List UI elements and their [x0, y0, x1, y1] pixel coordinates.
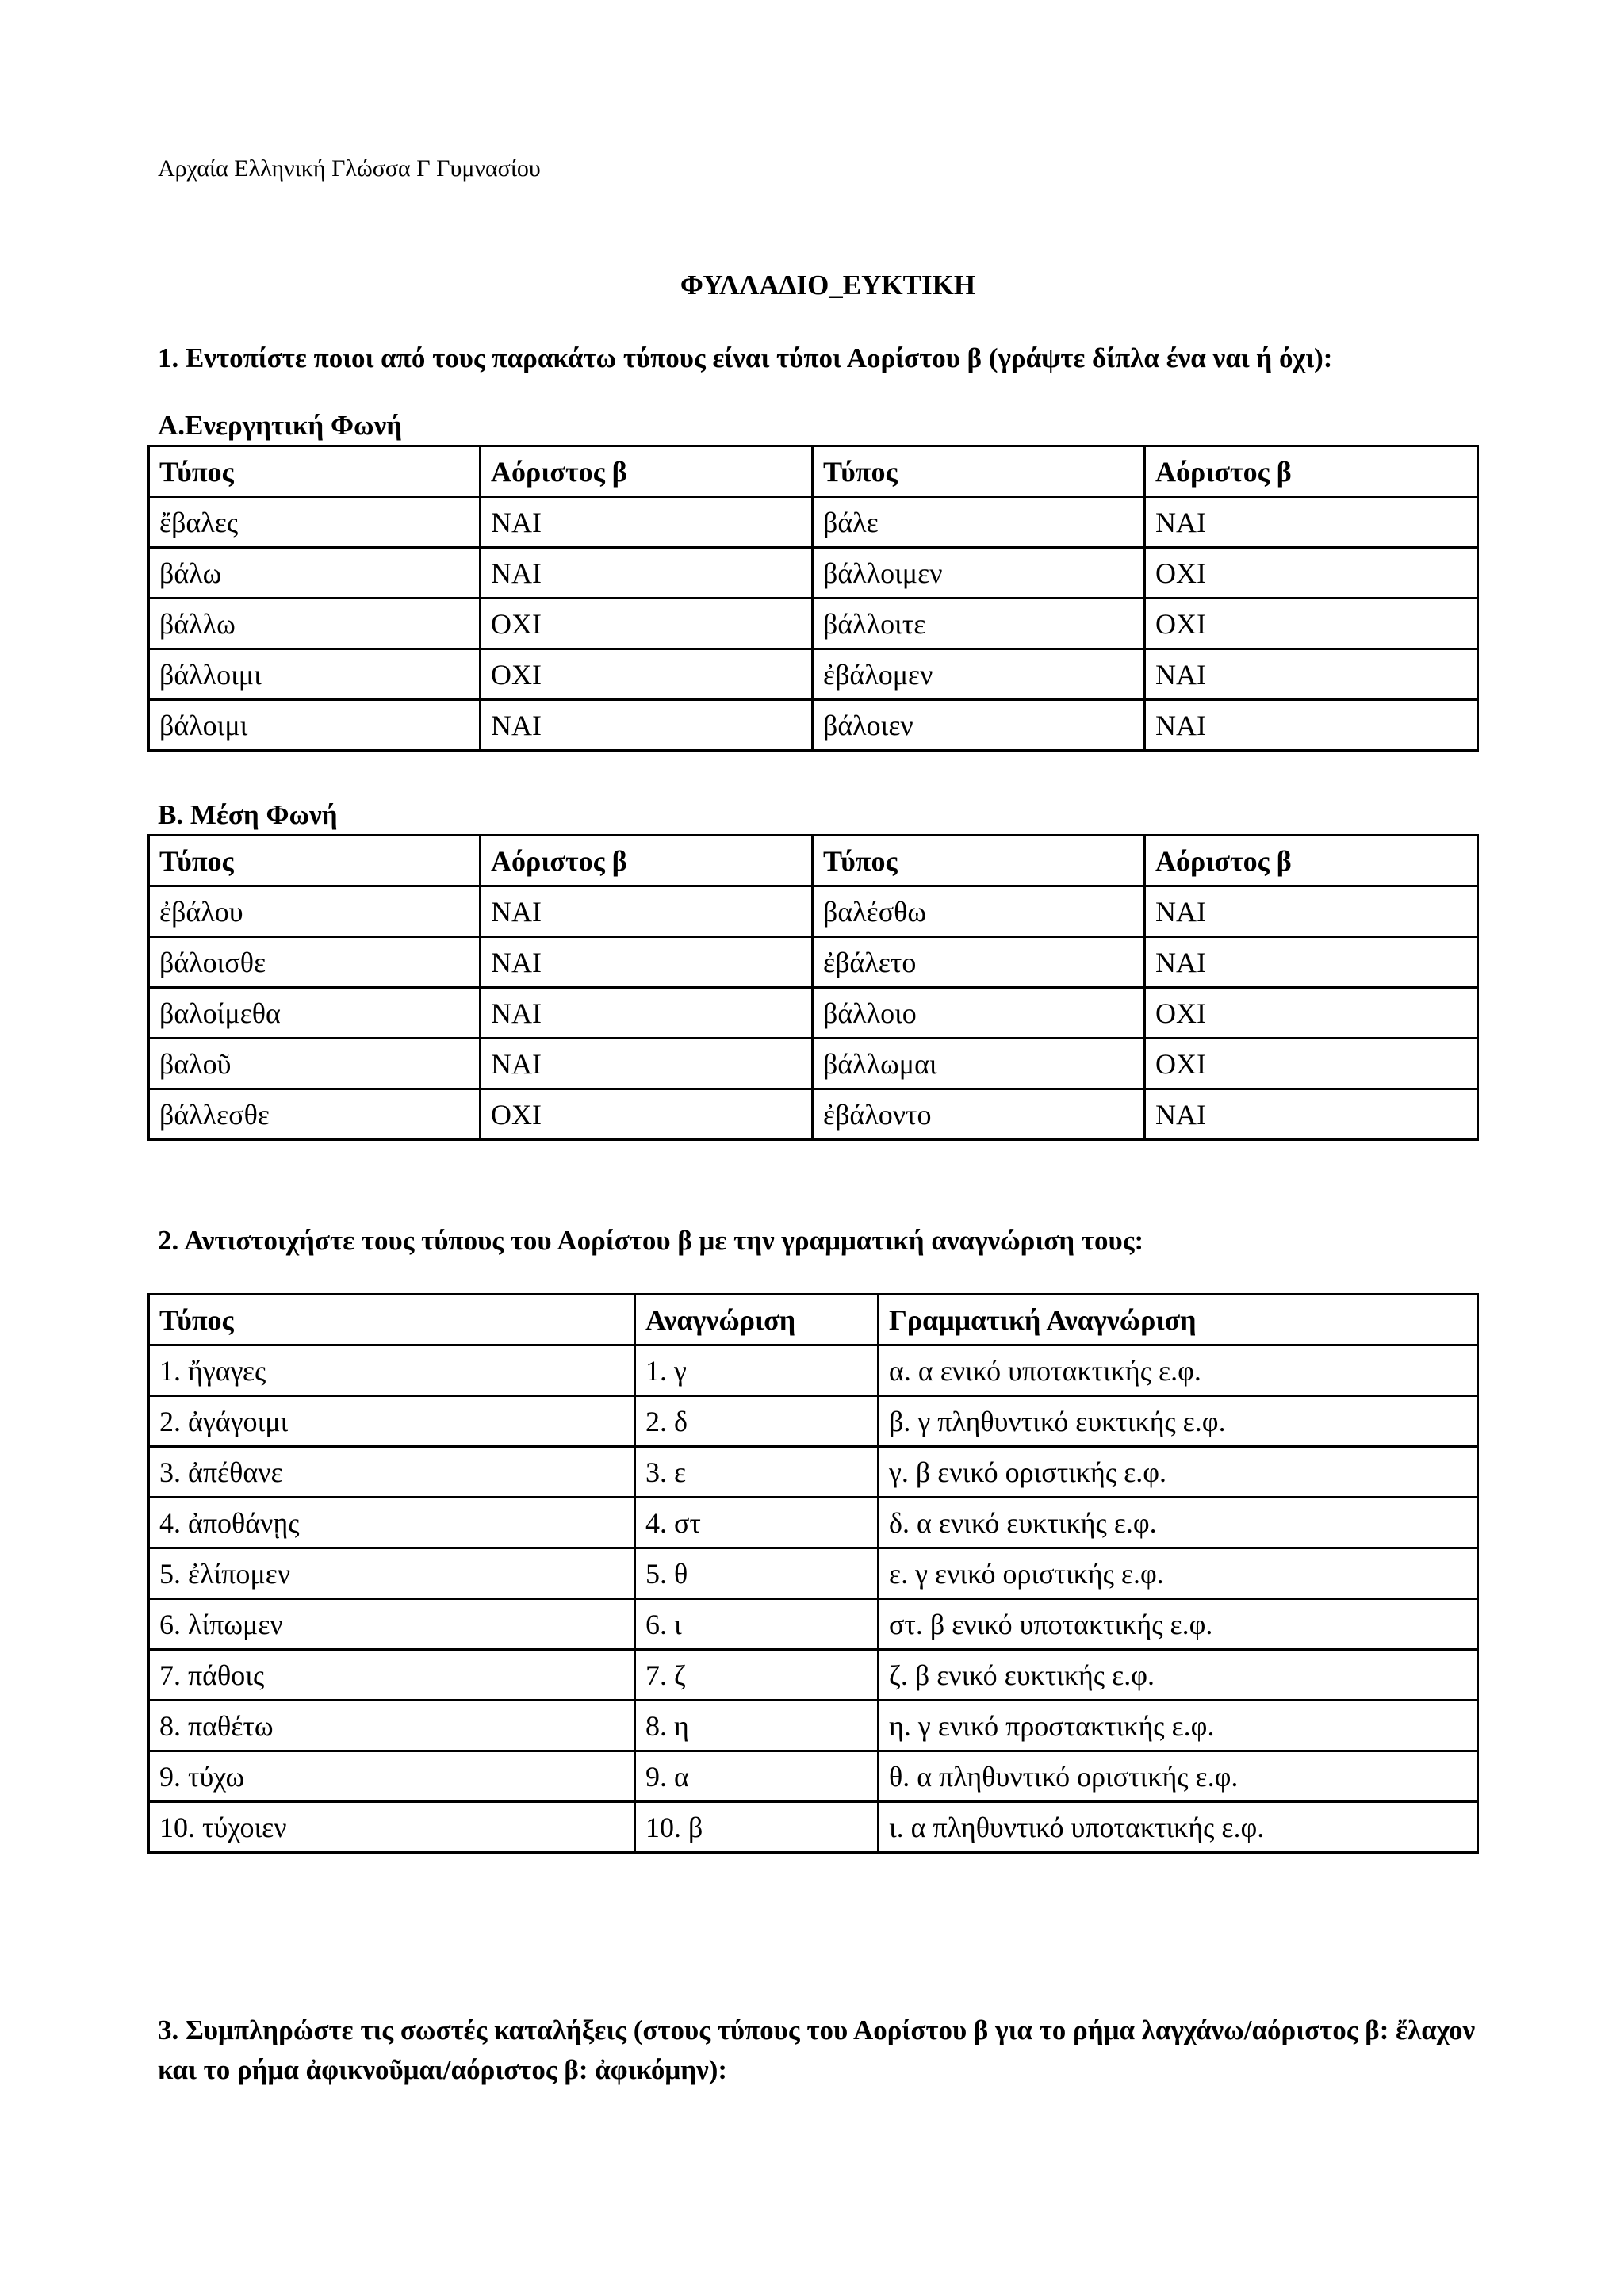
table-cell: ΝΑΙ: [481, 937, 813, 988]
table-cell: βάλλωμαι: [813, 1039, 1145, 1089]
question-2-text: 2. Αντιστοιχήστε τους τύπους του Αορίστου β με την γραμματική αναγνώριση τους:: [158, 1225, 1144, 1256]
table-cell: 8. παθέτω: [149, 1701, 635, 1751]
table-row: [149, 1039, 1478, 1089]
table-cell: ΟΧΙ: [1145, 988, 1478, 1039]
table-cell: 7. ζ: [635, 1650, 879, 1701]
table-cell: α. α ενικό υποτακτικής ε.φ.: [879, 1345, 1478, 1396]
table-cell: 3. ε: [635, 1447, 879, 1498]
table-cell: βάλοιεν: [813, 700, 1145, 751]
document-header: Αρχαία Ελληνική Γλώσσα Γ Γυμνασίου: [158, 155, 541, 182]
table-cell: 5. ἐλίπομεν: [149, 1548, 635, 1599]
table-cell: βάλοισθε: [149, 937, 481, 988]
table-cell: βαλοίμεθα: [149, 988, 481, 1039]
table-cell: βαλοῦ: [149, 1039, 481, 1089]
column-header: Τύπος: [149, 446, 481, 497]
table-cell: γ. β ενικό οριστικής ε.φ.: [879, 1447, 1478, 1498]
table-cell: δ. α ενικό ευκτικής ε.φ.: [879, 1498, 1478, 1548]
table-cell: βάλλω: [149, 599, 481, 649]
table-cell: ΝΑΙ: [481, 497, 813, 548]
table-row: [149, 1345, 1478, 1396]
table-cell: ΟΧΙ: [1145, 599, 1478, 649]
table-cell: στ. β ενικό υποτακτικής ε.φ.: [879, 1599, 1478, 1650]
column-header: Αόριστος β: [481, 446, 813, 497]
question-3-text: 3. Συμπληρώστε τις σωστές καταλήξεις (στους τύπους του Αορίστου β για το ρήμα λαγχάνω/αόριστος β: ἔλαχον και το ρήμα ἀφικνοῦμαι/αόριστος β: ἀφικόμην):: [158, 2015, 1476, 2085]
table-cell: βάλλοιο: [813, 988, 1145, 1039]
table-row: [149, 1701, 1478, 1751]
table-cell: 6. λίπωμεν: [149, 1599, 635, 1650]
table-cell: ἔβαλες: [149, 497, 481, 548]
column-header: Τύπος: [149, 836, 481, 886]
table-cell: ἐβάλετο: [813, 937, 1145, 988]
table-cell: ἐβάλοντο: [813, 1089, 1145, 1140]
table-row: [149, 497, 1478, 548]
table-row: [149, 700, 1478, 751]
table-cell: 10. τύχοιεν: [149, 1802, 635, 1853]
table-cell: ΟΧΙ: [1145, 548, 1478, 599]
table-cell: 2. δ: [635, 1396, 879, 1447]
table-cell: ζ. β ενικό ευκτικής ε.φ.: [879, 1650, 1478, 1701]
column-header: Αναγνώριση: [635, 1295, 879, 1345]
table-row: [149, 1802, 1478, 1853]
table-cell: ΝΑΙ: [1145, 700, 1478, 751]
table-row: [149, 1447, 1478, 1498]
table-cell: βάλοιμι: [149, 700, 481, 751]
column-header: Αόριστος β: [1145, 836, 1478, 886]
table-cell: βάλλοιτε: [813, 599, 1145, 649]
table-header-row: [149, 1295, 1478, 1345]
table-cell: ΝΑΙ: [481, 1039, 813, 1089]
table-cell: 8. η: [635, 1701, 879, 1751]
table-cell: ἐβάλομεν: [813, 649, 1145, 700]
table-header-row: [149, 836, 1478, 886]
column-header: Αόριστος β: [1145, 446, 1478, 497]
table-cell: βάλλοιμεν: [813, 548, 1145, 599]
table-cell: ι. α πληθυντικό υποτακτικής ε.φ.: [879, 1802, 1478, 1853]
column-header: Τύπος: [813, 446, 1145, 497]
table-cell: ΝΑΙ: [481, 548, 813, 599]
table-row: [149, 649, 1478, 700]
table-row: [149, 1498, 1478, 1548]
table-cell: 3. ἀπέθανε: [149, 1447, 635, 1498]
document-title: ΦΥΛΛΑΔΙΟ_ΕΥΚΤΙΚΗ: [680, 270, 976, 300]
table-cell: ἐβάλου: [149, 886, 481, 937]
table-cell: βάλλεσθε: [149, 1089, 481, 1140]
table-row: [149, 1650, 1478, 1701]
table-cell: ΝΑΙ: [1145, 649, 1478, 700]
table-cell: βάλλοιμι: [149, 649, 481, 700]
table-cell: ΝΑΙ: [481, 988, 813, 1039]
table-row: [149, 937, 1478, 988]
table-cell: ΟΧΙ: [481, 599, 813, 649]
section-b-heading: Β. Μέση Φωνή: [158, 799, 338, 830]
table-cell: β. γ πληθυντικό ευκτικής ε.φ.: [879, 1396, 1478, 1447]
table-row: [149, 1089, 1478, 1140]
table-cell: βάλω: [149, 548, 481, 599]
middle-voice-table: [147, 834, 1479, 1141]
table-cell: ΝΑΙ: [1145, 937, 1478, 988]
table-header-row: [149, 446, 1478, 497]
table-cell: 9. τύχω: [149, 1751, 635, 1802]
table-cell: βαλέσθω: [813, 886, 1145, 937]
table-row: [149, 886, 1478, 937]
section-a-heading: Α.Ενεργητική Φωνή: [158, 410, 403, 441]
table-row: [149, 599, 1478, 649]
table-cell: 7. πάθοις: [149, 1650, 635, 1701]
table-cell: βάλε: [813, 497, 1145, 548]
table-cell: ΝΑΙ: [1145, 886, 1478, 937]
table-row: [149, 548, 1478, 599]
table-cell: θ. α πληθυντικό οριστικής ε.φ.: [879, 1751, 1478, 1802]
table-cell: 4. ἀποθάνῃς: [149, 1498, 635, 1548]
table-cell: η. γ ενικό προστακτικής ε.φ.: [879, 1701, 1478, 1751]
table-cell: ΟΧΙ: [481, 1089, 813, 1140]
question-1-text: 1. Εντοπίστε ποιοι από τους παρακάτω τύπους είναι τύποι Αορίστου β (γράψτε δίπλα ένα ναι ή όχι):: [158, 342, 1333, 373]
table-cell: ΟΧΙ: [1145, 1039, 1478, 1089]
table-cell: 10. β: [635, 1802, 879, 1853]
column-header: Τύπος: [149, 1295, 635, 1345]
table-cell: 1. γ: [635, 1345, 879, 1396]
column-header: Τύπος: [813, 836, 1145, 886]
table-cell: 6. ι: [635, 1599, 879, 1650]
table-cell: 4. στ: [635, 1498, 879, 1548]
table-row: [149, 1396, 1478, 1447]
table-cell: 9. α: [635, 1751, 879, 1802]
table-cell: ΝΑΙ: [1145, 1089, 1478, 1140]
column-header: Αόριστος β: [481, 836, 813, 886]
table-row: [149, 1548, 1478, 1599]
table-cell: ΟΧΙ: [481, 649, 813, 700]
table-cell: ΝΑΙ: [481, 700, 813, 751]
table-row: [149, 1599, 1478, 1650]
table-cell: 2. ἀγάγοιμι: [149, 1396, 635, 1447]
table-row: [149, 1751, 1478, 1802]
table-cell: ε. γ ενικό οριστικής ε.φ.: [879, 1548, 1478, 1599]
active-voice-table: [147, 445, 1479, 752]
table-cell: ΝΑΙ: [1145, 497, 1478, 548]
column-header: Γραμματική Αναγνώριση: [879, 1295, 1478, 1345]
table-row: [149, 988, 1478, 1039]
table-cell: 5. θ: [635, 1548, 879, 1599]
recognition-table: [147, 1293, 1479, 1854]
table-cell: 1. ἤγαγες: [149, 1345, 635, 1396]
table-cell: ΝΑΙ: [481, 886, 813, 937]
